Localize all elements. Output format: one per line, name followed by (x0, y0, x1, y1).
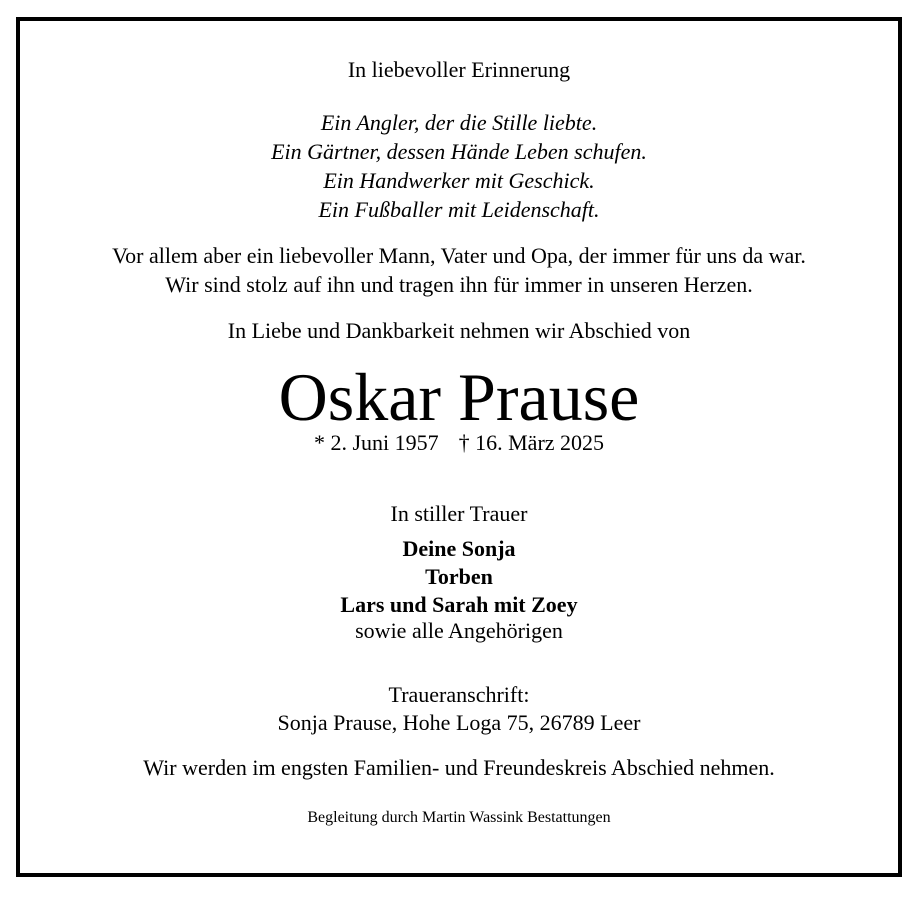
farewell-line: In Liebe und Dankbarkeit nehmen wir Abschied von (227, 318, 691, 343)
family-list (20, 535, 898, 619)
death-date: † 16. März 2025 (458, 430, 605, 455)
deceased-name: Oskar Prause (278, 359, 640, 435)
private-farewell-note: Wir werden im engsten Familien- und Freundeskreis Abschied nehmen. (143, 755, 775, 780)
family-member: Torben (425, 564, 493, 589)
family-member: Deine Sonja (402, 536, 516, 561)
poem-line: Ein Handwerker mit Geschick. (323, 168, 595, 193)
intro-line: In liebevoller Erinnerung (347, 57, 571, 82)
mourning-label: In stiller Trauer (390, 501, 528, 526)
obituary-notice (20, 21, 898, 873)
life-dates (20, 430, 898, 456)
address-label: Traueranschrift: (388, 682, 530, 707)
family-member: Lars und Sarah mit Zoey (340, 592, 578, 617)
tribute-line: Vor allem aber ein liebevoller Mann, Vater und Opa, der immer für uns da war. (112, 243, 806, 268)
poem (20, 108, 898, 224)
poem-line: Ein Fußballer mit Leidenschaft. (318, 197, 600, 222)
poem-line: Ein Angler, der die Stille liebte. (320, 110, 598, 135)
undertaker-credit: Begleitung durch Martin Wassink Bestattungen (307, 809, 611, 826)
tribute (20, 241, 898, 299)
tribute-line: Wir sind stolz auf ihn und tragen ihn für immer in unseren Herzen. (165, 272, 753, 297)
address-value: Sonja Prause, Hohe Loga 75, 26789 Leer (277, 710, 641, 735)
poem-line: Ein Gärtner, dessen Hände Leben schufen. (271, 139, 647, 164)
relatives-line: sowie alle Angehörigen (355, 618, 563, 643)
birth-date: * 2. Juni 1957 (313, 430, 439, 455)
